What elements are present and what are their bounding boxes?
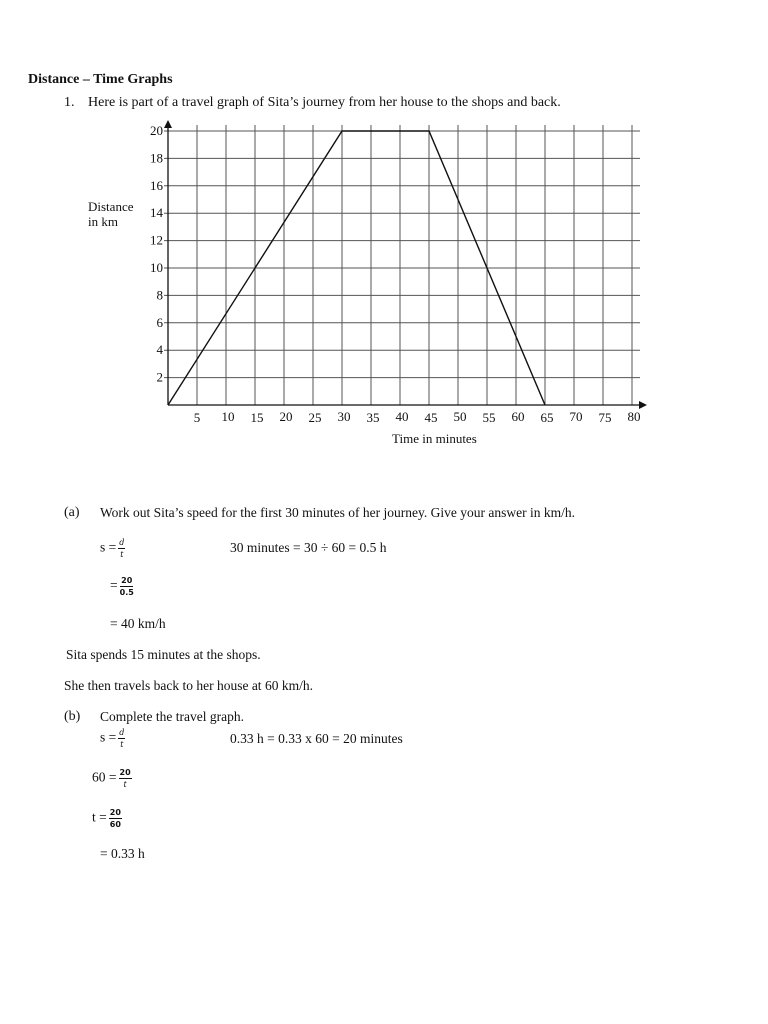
- x-tick-label: 15: [250, 410, 264, 425]
- part-b-fraction-d-over-t: [118, 728, 125, 749]
- y-tick-label: 2: [156, 369, 163, 385]
- x-tick-label: 60: [511, 409, 525, 424]
- y-tick-label: 4: [156, 342, 163, 358]
- info-return-speed: She then travels back to her house at 60 km/h.: [64, 678, 313, 693]
- part-b-fraction-20-over-t: [119, 768, 132, 789]
- part-b-label: (b): [64, 709, 81, 724]
- y-tick-label: 10: [150, 260, 163, 275]
- y-tick-label: 16: [150, 177, 163, 193]
- part-b-rearranged: [92, 808, 122, 829]
- fraction-denominator: t: [123, 780, 127, 789]
- y-tick-label: 14: [150, 205, 163, 221]
- part-a-substitution-lhs: =: [110, 577, 118, 593]
- y-tick-label: 20: [150, 123, 163, 138]
- x-axis-label: Time in minutes: [392, 431, 477, 446]
- fraction-denominator: t: [120, 740, 124, 749]
- info-shops: Sita spends 15 minutes at the shops.: [66, 647, 261, 662]
- fraction-denominator: 60: [109, 820, 121, 829]
- x-tick-label: 40: [395, 409, 409, 424]
- x-tick-label: 25: [308, 410, 322, 425]
- part-a-conversion: 30 minutes = 30 ÷ 60 = 0.5 h: [230, 540, 387, 555]
- part-a-answer: = 40 km/h: [110, 616, 166, 631]
- x-tick-label: 65: [540, 410, 554, 425]
- x-tick-label: 55: [482, 410, 496, 425]
- part-a-fraction-20-over-0-5: [120, 576, 134, 597]
- fraction-numerator: d: [119, 538, 125, 547]
- x-tick-label: 10: [221, 409, 235, 424]
- x-tick-label: 35: [366, 410, 380, 425]
- part-b-question: Complete the travel graph.: [100, 709, 244, 724]
- part-b-substitution: [92, 768, 132, 789]
- y-axis-label-line-2: in km: [88, 214, 118, 229]
- part-b-substitution-lhs: 60 =: [92, 769, 117, 785]
- y-tick-label: 8: [156, 287, 163, 303]
- fraction-numerator: 20: [109, 808, 121, 817]
- part-b-answer: = 0.33 h: [100, 846, 145, 861]
- fraction-denominator: t: [120, 550, 124, 559]
- y-tick-label: 18: [150, 150, 163, 166]
- x-axis-arrow-icon: [639, 401, 647, 409]
- x-tick-label: 30: [337, 409, 351, 424]
- part-b-conversion: 0.33 h = 0.33 x 60 = 20 minutes: [230, 731, 403, 746]
- y-axis-arrow-icon: [164, 120, 172, 128]
- part-b-formula-lhs: s =: [100, 729, 117, 745]
- fraction-numerator: 20: [119, 768, 131, 777]
- page-heading: Distance – Time Graphs: [28, 72, 173, 87]
- question-text: Here is part of a travel graph of Sita’s journey from her house to the shops and back.: [88, 95, 561, 110]
- part-b-fraction-20-over-60: [109, 808, 122, 829]
- part-a-fraction-d-over-t: [118, 538, 125, 559]
- part-a-formula-lhs: s =: [100, 539, 117, 555]
- y-tick-label: 12: [150, 232, 163, 248]
- part-b-formula: [100, 728, 125, 749]
- distance-time-graph: [0, 0, 768, 460]
- part-a-formula: [100, 538, 125, 559]
- part-a-label: (a): [64, 505, 80, 520]
- fraction-denominator: 0.5: [119, 588, 134, 597]
- x-tick-label: 75: [598, 410, 612, 425]
- y-tick-label: 6: [156, 314, 163, 330]
- y-axis-label-line-1: Distance: [88, 199, 134, 214]
- x-tick-label: 5: [193, 410, 201, 425]
- part-b-rearranged-lhs: t =: [92, 809, 107, 825]
- x-tick-label: 45: [424, 410, 438, 425]
- x-tick-label: 20: [279, 409, 293, 424]
- part-a-substitution: [110, 576, 134, 597]
- x-tick-label: 80: [627, 409, 641, 424]
- x-tick-label: 70: [569, 409, 583, 424]
- fraction-numerator: d: [119, 728, 125, 737]
- question-number: 1.: [64, 95, 75, 110]
- fraction-numerator: 20: [121, 576, 133, 585]
- x-tick-label: 50: [453, 409, 467, 424]
- part-a-question: Work out Sita’s speed for the first 30 minutes of her journey. Give your answer in km/h.: [100, 505, 575, 520]
